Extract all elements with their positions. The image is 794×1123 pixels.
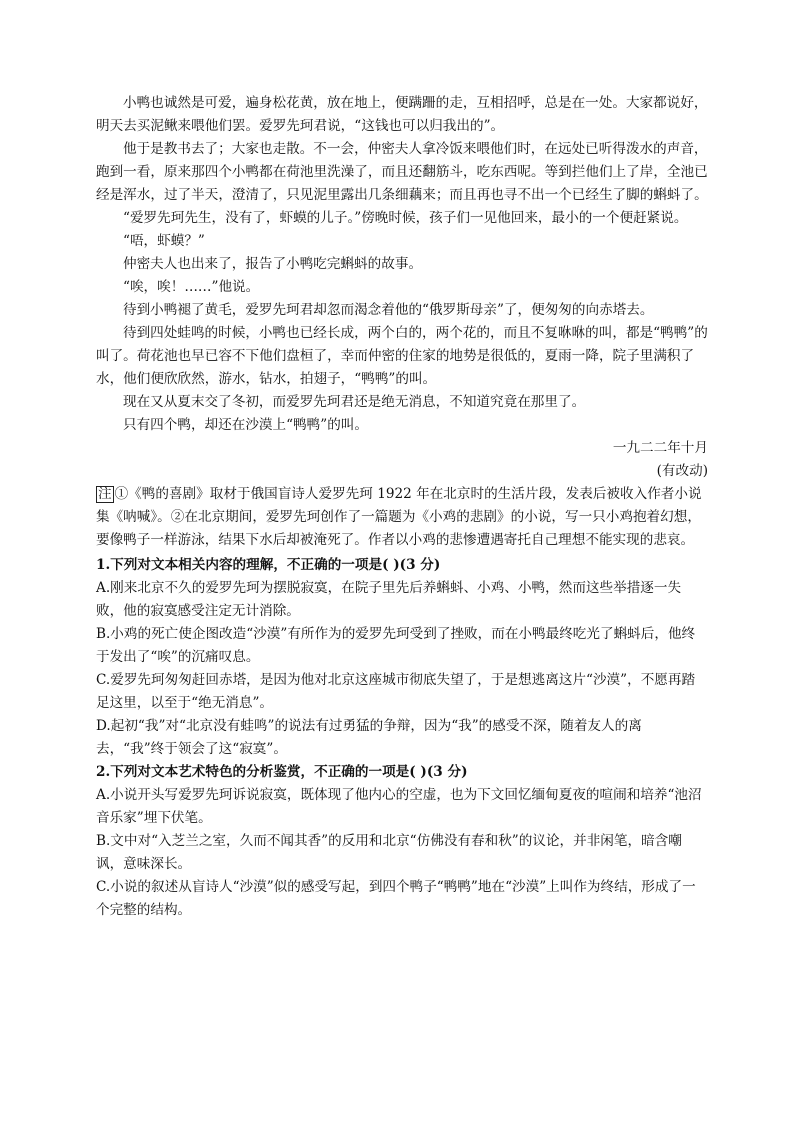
question-2: [96, 761, 708, 922]
option-d: D.起初“我”对“北京没有蛙鸣”的说法有过勇猛的争辩，因为“我”的感受不深，随着友人的离去，“我”终于领会了这“寂寞”。: [96, 718, 642, 757]
option-c: C.小说的叙述从盲诗人“沙漠”似的感受写起，到四个鸭子“鸭鸭”地在“沙漠”上叫作为终结，形成了一个完整的结构。: [96, 879, 696, 918]
paragraph: “爱罗先珂先生，没有了，虾蟆的儿子。”傍晚时候，孩子们一见他回来，最小的一个便赶紧说。: [123, 210, 688, 226]
paragraph: 小鸭也诚然是可爱，遍身松花黄，放在地上，便蹒跚的走，互相招呼，总是在一处。大家都说好，明天去买泥鳅来喂他们罢。爱罗先珂君说，“这钱也可以归我出的”。: [96, 95, 708, 134]
option-b: B.小鸡的死亡使企图改造“沙漠”有所作为的爱罗先珂受到了挫败，而在小鸭最终吃光了蝌蚪后，他终于发出了“唉”的沉痛叹息。: [96, 626, 696, 665]
paragraph: 只有四个鸭，却还在沙漠上“鸭鸭”的叫。: [123, 417, 368, 433]
note-mark: 注: [98, 486, 112, 502]
option-c: C.爱罗先珂匆匆赶回赤塔，是因为他对北京这座城市彻底失望了，于是想逃离这片“沙漠”，不愿再踏足这里，以至于“绝无消息”。: [96, 672, 696, 711]
option-a: A.小说开头写爱罗先珂诉说寂寞，既体现了他内心的空虚，也为下文回忆缅甸夏夜的喧闹和培养“池沼音乐家”埋下伏笔。: [96, 787, 702, 826]
paragraph: 待到四处蛙鸣的时候，小鸭也已经长成，两个白的，两个花的，而且不复咻咻的叫，都是“鸭鸭”的叫了。荷花池也早已容不下他们盘桓了，幸而仲密的住家的地势是很低的，夏雨一降，院子里满积了水，他们便欣欣然，游水，钻水，拍翅子，“鸭鸭”的叫。: [96, 325, 708, 387]
paragraph: 现在又从夏末交了冬初，而爱罗先珂君还是绝无消息，不知道究竟在那里了。: [123, 394, 586, 410]
note-text: ①《鸭的喜剧》取材于俄国盲诗人爱罗先珂 1922 年在北京时的生活片段，发表后被收入作者小说集《呐喊》。②在北京期间，爱罗先珂创作了一篇题为《小鸡的悲剧》的小说，写一只小鸡抱着幻想，要像鸭子一样游泳，结果下水后却被淹死了。作者以小鸡的悲惨遭遇寄托自己理想不能实现的悲哀。: [96, 486, 702, 548]
paragraph: 待到小鸭褪了黄毛，爱罗先珂君却忽而渴念着他的“俄罗斯母亲”了，便匆匆的向赤塔去。: [123, 302, 654, 318]
footnote: [96, 483, 708, 552]
question-stem: 2.下列对文本艺术特色的分析鉴赏，不正确的一项是( )(3 分): [96, 764, 468, 780]
option-a: A.刚来北京不久的爱罗先珂为摆脱寂寞，在院子里先后养蝌蚪、小鸡、小鸭，然而这些举措逐一失败，他的寂寞感受注定无计消除。: [96, 580, 682, 619]
question-stem: 1.下列对文本相关内容的理解，不正确的一项是( )(3 分): [96, 557, 441, 573]
document-content: [96, 92, 708, 922]
paragraph: “唉，唉！……”他说。: [123, 279, 260, 295]
story-passage: [96, 92, 708, 483]
paragraph: “唔，虾蟆？”: [123, 233, 205, 249]
question-1: [96, 554, 708, 761]
passage-date: 一九二二年十月: [612, 440, 708, 456]
paragraph: 仲密夫人也出来了，报告了小鸭吃完蝌蚪的故事。: [123, 256, 423, 272]
option-b: B.文中对“入芝兰之室，久而不闻其香”的反用和北京“仿佛没有春和秋”的议论，并非闲笔，暗含嘲讽，意味深长。: [96, 833, 682, 872]
paragraph: 他于是教书去了；大家也走散。不一会，仲密夫人拿冷饭来喂他们时，在远处已听得泼水的声音，跑到一看，原来那四个小鸭都在荷池里洗澡了，而且还翻筋斗，吃东西呢。等到拦他们上了岸，全池已经是浑水，过了半天，澄清了，只见泥里露出几条细藕来；而且再也寻不出一个已经生了脚的蝌蚪了。: [96, 141, 708, 203]
passage-source: (有改动): [656, 463, 708, 479]
